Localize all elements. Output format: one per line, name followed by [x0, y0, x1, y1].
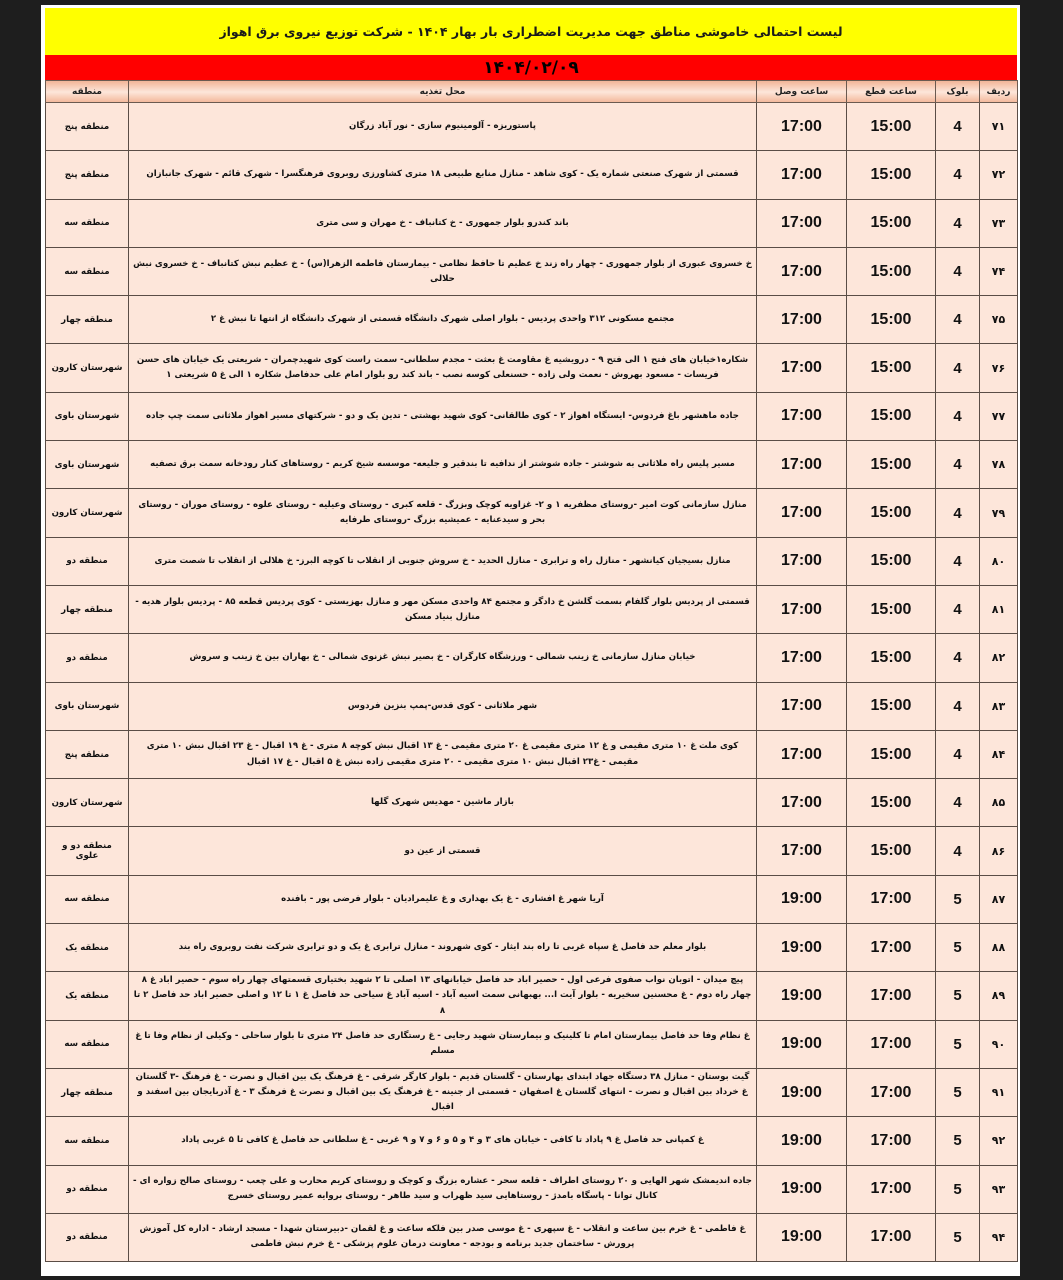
- cut-time-cell: 15:00: [847, 296, 936, 344]
- location-cell: خ خسروی عبوری از بلوار جمهوری - چهار راه زند خ عظیم تا حافظ نظامی - بیمارستان فاطمه الزهرا(س) - خ عظیم نبش کتانباف - خ خسروی نبش حلالی: [129, 247, 757, 295]
- row-number-cell: ۹۲: [980, 1117, 1018, 1165]
- location-cell: گیت بوستان - منازل ۳۸ دستگاه جهاد ابتدای بهارستان - گلستان قدیم - بلوار کارگر شرقی - غ فرهنگ یک بین اقبال و نصرت - غ فرهنگ -۳ گلستان غ خرداد بین اقبال و نصرت - انتهای گلستان غ اصفهان - قسمتی از جنینه - غ فرهنگ یک بین اقبال و نصرت غ فرهنگ ۳ - غ آذربایجان بین اسفند و اقبال: [129, 1068, 757, 1116]
- region-cell: منطقه پنج: [46, 103, 129, 151]
- location-cell: جاده اندیمشک شهر الهایی و ۲۰ روستای اطراف - قلعه سحر - عشاره بزرگ و کوچک و روستای کریم محارب و علی چعب - روستای صالح زواره ای - کانال توانا - پاسگاه بامدژ - روستاهایی سید ظهراب و سید طاهر - روستای بروایه عمیر روستای خسرج: [129, 1165, 757, 1213]
- location-cell: غ فاطمی - غ خرم بین ساعت و انقلاب - غ سپهری - غ موسی صدر بین فلکه ساعت و غ لقمان -دبیرستان شهدا - مسجد ارشاد - اداره کل آموزش پرورش - ساختمان جدید برنامه و بودجه - معاونت درمان علوم پزشکی - غ خرم نبش فاطمی: [129, 1213, 757, 1261]
- block-cell: 5: [936, 1213, 980, 1261]
- row-number-cell: ۸۵: [980, 779, 1018, 827]
- region-cell: شهرستان کارون: [46, 779, 129, 827]
- table-row: [46, 730, 1018, 778]
- table-row: [46, 344, 1018, 392]
- region-cell: منطقه چهار: [46, 585, 129, 633]
- region-cell: منطقه یک: [46, 924, 129, 972]
- connect-time-cell: 17:00: [757, 441, 847, 489]
- date-band: [45, 55, 1017, 80]
- location-cell: غ کمپانی حد فاصل غ ۹ پاداد تا کافی - خیابان های ۳ و ۴ و ۵ و ۶ و ۷ و ۹ غربی - غ سلطانی حد فاصل غ کافی تا ۵ غربی پاداد: [129, 1117, 757, 1165]
- connect-time-cell: 17:00: [757, 199, 847, 247]
- location-cell: مجتمع مسکونی ۳۱۲ واحدی پردیس - بلوار اصلی شهرک دانشگاه قسمتی از شهرک دانشگاه از انتها تا نبش غ ۲: [129, 296, 757, 344]
- block-cell: 4: [936, 827, 980, 875]
- connect-time-cell: 17:00: [757, 585, 847, 633]
- row-number-cell: ۸۳: [980, 682, 1018, 730]
- block-cell: 4: [936, 151, 980, 199]
- table-row: [46, 634, 1018, 682]
- row-number-cell: ۹۰: [980, 1020, 1018, 1068]
- cut-time-cell: 15:00: [847, 634, 936, 682]
- connect-time-cell: 17:00: [757, 103, 847, 151]
- block-cell: 4: [936, 730, 980, 778]
- block-cell: 4: [936, 779, 980, 827]
- block-cell: 4: [936, 634, 980, 682]
- location-cell: کوی ملت غ ۱۰ متری مقیمی و غ ۱۲ متری مقیمی غ ۲۰ متری مقیمی - غ ۱۳ اقبال نبش کوچه ۸ متری - غ ۱۹ اقبال - غ ۲۳ اقبال نبش ۱۰ متری مقیمی - غ۲۳ اقبال نبش ۱۰ متری مقیمی - ۲۰ متری مقیمی زاده نبش غ ۵ اقبال - غ ۱۷ اقبال: [129, 730, 757, 778]
- row-number-cell: ۷۶: [980, 344, 1018, 392]
- region-cell: شهرستان کارون: [46, 344, 129, 392]
- row-number-cell: ۷۸: [980, 441, 1018, 489]
- table-row: [46, 537, 1018, 585]
- connect-time-cell: 19:00: [757, 972, 847, 1020]
- header-location: محل تغذیه: [129, 81, 757, 103]
- cut-time-cell: 15:00: [847, 247, 936, 295]
- location-cell: قسمتی از شهرک صنعتی شماره یک - کوی شاهد - منازل منابع طبیعی ۱۸ متری کشاورزی روبروی فرهنگسرا - شهرک قائم - شهرک جانبازان: [129, 151, 757, 199]
- connect-time-cell: 17:00: [757, 537, 847, 585]
- cut-time-cell: 15:00: [847, 151, 936, 199]
- cut-time-cell: 15:00: [847, 103, 936, 151]
- location-cell: بازار ماشین - مهدیس شهرک گلها: [129, 779, 757, 827]
- table-header-row: [46, 81, 1018, 103]
- row-number-cell: ۸۸: [980, 924, 1018, 972]
- table-row: [46, 296, 1018, 344]
- region-cell: منطقه سه: [46, 1117, 129, 1165]
- cut-time-cell: 15:00: [847, 682, 936, 730]
- table-row: [46, 392, 1018, 440]
- cut-time-cell: 17:00: [847, 1213, 936, 1261]
- connect-time-cell: 19:00: [757, 1020, 847, 1068]
- location-cell: منازل سازمانی کوت امیر -روستای مظفریه ۱ و ۲- غزاویه کوچک وبزرگ - قلعه کبری - روستای وعیلیه - روستای علوه - روستای موران - روستای بحر و سیدعنایه - عمیشیه بزرگ -روستای طرفایه: [129, 489, 757, 537]
- region-cell: منطقه پنج: [46, 730, 129, 778]
- block-cell: 4: [936, 441, 980, 489]
- cut-time-cell: 17:00: [847, 1020, 936, 1068]
- table-row: [46, 1117, 1018, 1165]
- region-cell: منطقه سه: [46, 247, 129, 295]
- table-row: [46, 489, 1018, 537]
- region-cell: منطقه دو: [46, 1165, 129, 1213]
- cut-time-cell: 17:00: [847, 875, 936, 923]
- table-row: [46, 151, 1018, 199]
- table-row: [46, 1213, 1018, 1261]
- connect-time-cell: 19:00: [757, 1213, 847, 1261]
- location-cell: مسیر پلیس راه ملاثانی به شوشتر - جاده شوشتر از ندافیه تا بندقیر و جلیعه- موسسه شیخ کریم - روستاهای کنار رودخانه سمت برق تصفیه: [129, 441, 757, 489]
- connect-time-cell: 19:00: [757, 1117, 847, 1165]
- table-row: [46, 103, 1018, 151]
- region-cell: منطقه دو: [46, 1213, 129, 1261]
- header-connect-time: ساعت وصل: [757, 81, 847, 103]
- row-number-cell: ۸۷: [980, 875, 1018, 923]
- block-cell: 4: [936, 103, 980, 151]
- connect-time-cell: 17:00: [757, 151, 847, 199]
- connect-time-cell: 17:00: [757, 296, 847, 344]
- connect-time-cell: 17:00: [757, 392, 847, 440]
- header-block: بلوک: [936, 81, 980, 103]
- location-cell: قسمتی از پردیس بلوار گلفام بسمت گلشن خ دادگر و مجتمع ۸۴ واحدی مسکن مهر و منازل بهزیستی - کوی پردیس قطعه ۸۵ - پردیس بلوار هدیه - منازل بنیاد مسکن: [129, 585, 757, 633]
- cut-time-cell: 15:00: [847, 199, 936, 247]
- location-cell: پیچ میدان - اتوبان نواب صفوی فرعی اول - حصیر اباد حد فاصل خیابانهای ۱۳ اصلی تا ۲ شهید بختیاری قسمتهای چهار راه سوم - حصیر اباد غ ۸ چهار راه دوم - غ محسنین سخیریه - بلوار آیت ا... بهبهانی سمت اسیه آباد - اسیه آباد غ سیاحی حد فاصل غ ۱ تا ۱۲ و اصلی حصیر اباد حد فاصل ۲ تا ۸: [129, 972, 757, 1020]
- cut-time-cell: 17:00: [847, 972, 936, 1020]
- table-row: [46, 199, 1018, 247]
- table-row: [46, 827, 1018, 875]
- block-cell: 5: [936, 1117, 980, 1165]
- connect-time-cell: 19:00: [757, 1068, 847, 1116]
- block-cell: 5: [936, 1068, 980, 1116]
- block-cell: 5: [936, 1165, 980, 1213]
- connect-time-cell: 19:00: [757, 875, 847, 923]
- row-number-cell: ۸۹: [980, 972, 1018, 1020]
- connect-time-cell: 17:00: [757, 634, 847, 682]
- row-number-cell: ۸۲: [980, 634, 1018, 682]
- region-cell: منطقه چهار: [46, 296, 129, 344]
- cut-time-cell: 15:00: [847, 344, 936, 392]
- region-cell: شهرستان کارون: [46, 489, 129, 537]
- outage-table: [45, 80, 1018, 1262]
- connect-time-cell: 17:00: [757, 247, 847, 295]
- table-row: [46, 1165, 1018, 1213]
- location-cell: بلوار معلم حد فاصل غ سپاه غربی تا راه بند ایثار - کوی شهروند - منازل ترابری غ یک و دو ترابری شرکت نفت روبروی راه بند: [129, 924, 757, 972]
- outage-schedule-sheet: [41, 5, 1020, 1276]
- table-row: [46, 441, 1018, 489]
- row-number-cell: ۹۳: [980, 1165, 1018, 1213]
- region-cell: منطقه یک: [46, 972, 129, 1020]
- cut-time-cell: 15:00: [847, 537, 936, 585]
- row-number-cell: ۹۱: [980, 1068, 1018, 1116]
- connect-time-cell: 19:00: [757, 924, 847, 972]
- location-cell: قسمتی از عین دو: [129, 827, 757, 875]
- block-cell: 5: [936, 924, 980, 972]
- schedule-date: ۱۴۰۴/۰۲/۰۹: [483, 57, 579, 78]
- connect-time-cell: 17:00: [757, 682, 847, 730]
- row-number-cell: ۷۴: [980, 247, 1018, 295]
- block-cell: 5: [936, 875, 980, 923]
- row-number-cell: ۷۳: [980, 199, 1018, 247]
- location-cell: غ نظام وفا حد فاصل بیمارستان امام تا کلینیک و بیمارستان شهید رجایی - غ رستگاری حد فاصل ۲۴ متری تا بلوار ساحلی - وکیلی از نظام وفا تا غ مسلم: [129, 1020, 757, 1068]
- table-row: [46, 779, 1018, 827]
- table-row: [46, 875, 1018, 923]
- location-cell: آریا شهر غ افشاری - غ یک بهداری و غ علیمرادیان - بلوار فرضی پور - بافنده: [129, 875, 757, 923]
- region-cell: منطقه دو: [46, 634, 129, 682]
- block-cell: 4: [936, 247, 980, 295]
- row-number-cell: ۸۶: [980, 827, 1018, 875]
- header-row-number: ردیف: [980, 81, 1018, 103]
- region-cell: منطقه چهار: [46, 1068, 129, 1116]
- location-cell: منازل بسیجیان کیانشهر - منازل راه و ترابری - منازل الحدید - خ سروش جنوبی از انقلاب تا کوچه البرز- خ هلالی از انقلاب تا شصت متری: [129, 537, 757, 585]
- location-cell: شکاره۱خیابان های فتح ۱ الی فتح ۹ - درویشیه غ مقاومت غ بعثت - مجدم سلطانی- سمت راست کوی شهیدچمران - شریعتی یک خیابان های حسن فریسات - مسعود بهروش - نعمت ولی زاده - حسنعلی کوسه نصب - باند کند رو بلوار امام علی حدفاصل شکاره ۱ الی غ ۵ شریعتی ۱: [129, 344, 757, 392]
- cut-time-cell: 17:00: [847, 1117, 936, 1165]
- table-row: [46, 1020, 1018, 1068]
- connect-time-cell: 17:00: [757, 730, 847, 778]
- block-cell: 4: [936, 489, 980, 537]
- cut-time-cell: 17:00: [847, 1165, 936, 1213]
- table-row: [46, 1068, 1018, 1116]
- region-cell: منطقه دو و علوی: [46, 827, 129, 875]
- cut-time-cell: 15:00: [847, 489, 936, 537]
- location-cell: پاستوریزه - آلومینیوم سازی - نور آباد زرگان: [129, 103, 757, 151]
- region-cell: منطقه سه: [46, 875, 129, 923]
- cut-time-cell: 17:00: [847, 1068, 936, 1116]
- block-cell: 4: [936, 296, 980, 344]
- block-cell: 4: [936, 392, 980, 440]
- block-cell: 4: [936, 682, 980, 730]
- document-title-band: [45, 8, 1017, 55]
- row-number-cell: ۷۱: [980, 103, 1018, 151]
- connect-time-cell: 17:00: [757, 779, 847, 827]
- location-cell: خیابان منازل سازمانی خ زینب شمالی - ورزشگاه کارگران - خ بصیر نبش غزنوی شمالی - خ بهاران بین خ زینب و سروش: [129, 634, 757, 682]
- row-number-cell: ۷۹: [980, 489, 1018, 537]
- row-number-cell: ۸۰: [980, 537, 1018, 585]
- cut-time-cell: 15:00: [847, 441, 936, 489]
- cut-time-cell: 15:00: [847, 585, 936, 633]
- region-cell: منطقه سه: [46, 1020, 129, 1068]
- table-row: [46, 247, 1018, 295]
- row-number-cell: ۸۴: [980, 730, 1018, 778]
- header-cut-time: ساعت قطع: [847, 81, 936, 103]
- cut-time-cell: 17:00: [847, 924, 936, 972]
- block-cell: 5: [936, 972, 980, 1020]
- table-row: [46, 972, 1018, 1020]
- connect-time-cell: 17:00: [757, 344, 847, 392]
- row-number-cell: ۷۵: [980, 296, 1018, 344]
- block-cell: 4: [936, 199, 980, 247]
- header-region: منطقه: [46, 81, 129, 103]
- table-row: [46, 682, 1018, 730]
- connect-time-cell: 19:00: [757, 1165, 847, 1213]
- location-cell: شهر ملاثانی - کوی قدس-پمپ بنزین فردوس: [129, 682, 757, 730]
- document-title: لیست احتمالی خاموشی مناطق جهت مدیریت اضطراری بار بهار ۱۴۰۴ - شرکت توزیع نیروی برق اهواز: [219, 24, 843, 39]
- row-number-cell: ۸۱: [980, 585, 1018, 633]
- connect-time-cell: 17:00: [757, 489, 847, 537]
- cut-time-cell: 15:00: [847, 827, 936, 875]
- table-row: [46, 924, 1018, 972]
- location-cell: جاده ماهشهر باغ فردوس- ایستگاه اهواز ۲ - کوی طالقانی- کوی شهید بهشتی - تدین یک و دو - شرکتهای مسیر اهواز ملاثانی سمت چپ جاده: [129, 392, 757, 440]
- region-cell: شهرستان باوی: [46, 441, 129, 489]
- row-number-cell: ۹۴: [980, 1213, 1018, 1261]
- region-cell: منطقه پنج: [46, 151, 129, 199]
- cut-time-cell: 15:00: [847, 730, 936, 778]
- location-cell: باند کندرو بلوار جمهوری - خ کتانباف - خ مهران و سی متری: [129, 199, 757, 247]
- region-cell: منطقه دو: [46, 537, 129, 585]
- block-cell: 4: [936, 344, 980, 392]
- block-cell: 4: [936, 537, 980, 585]
- block-cell: 4: [936, 585, 980, 633]
- region-cell: شهرستان باوی: [46, 682, 129, 730]
- cut-time-cell: 15:00: [847, 779, 936, 827]
- cut-time-cell: 15:00: [847, 392, 936, 440]
- table-row: [46, 585, 1018, 633]
- row-number-cell: ۷۲: [980, 151, 1018, 199]
- region-cell: شهرستان باوی: [46, 392, 129, 440]
- row-number-cell: ۷۷: [980, 392, 1018, 440]
- connect-time-cell: 17:00: [757, 827, 847, 875]
- block-cell: 5: [936, 1020, 980, 1068]
- region-cell: منطقه سه: [46, 199, 129, 247]
